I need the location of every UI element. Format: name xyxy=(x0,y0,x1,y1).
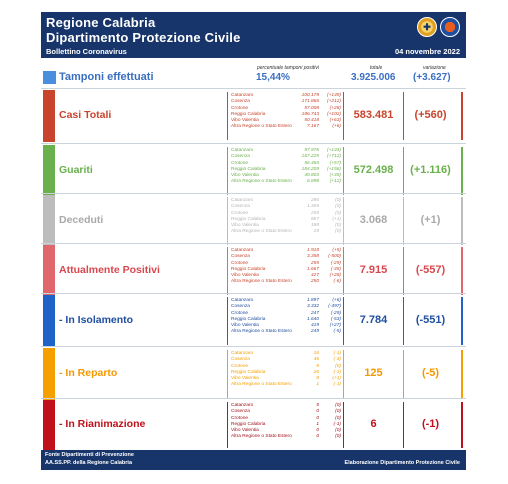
province-divider xyxy=(227,92,228,140)
province-delta: (-500) xyxy=(328,254,341,260)
province-delta: (0) xyxy=(335,415,341,421)
province-name: Reggio Calabria xyxy=(231,369,266,375)
row-total: 6 xyxy=(370,418,377,430)
column-header-variation: variazione xyxy=(423,65,446,71)
total-divider xyxy=(343,197,344,245)
province-delta: (-29) xyxy=(330,260,341,266)
province-delta: (+63) xyxy=(329,118,341,124)
province-divider xyxy=(227,297,228,345)
province-name: Catanzaro xyxy=(231,148,254,153)
province-value: 867 xyxy=(310,216,319,222)
row-separator xyxy=(41,346,466,347)
province-name: Crotone xyxy=(231,363,249,369)
total-divider xyxy=(343,92,344,140)
province-delta: (-497) xyxy=(328,304,341,310)
province-value: 427 xyxy=(310,273,319,279)
province-breakdown xyxy=(231,248,341,286)
province-value: 1 xyxy=(316,421,319,427)
row-color-bar xyxy=(43,348,55,400)
row-label: - In Isolamento xyxy=(59,314,134,326)
tamponi-variation: (+3.627) xyxy=(413,72,451,83)
province-value: 0 xyxy=(316,415,319,421)
stat-row-guariti xyxy=(41,145,466,197)
row-total: 3.068 xyxy=(359,214,388,226)
province-value: 0 xyxy=(316,428,319,434)
province-line xyxy=(231,229,341,235)
province-value: 286 xyxy=(310,198,319,203)
province-name: Altra Regione o Stato Estero xyxy=(231,279,292,285)
stat-row-in-isolamento xyxy=(41,295,466,347)
row-separator xyxy=(41,243,466,244)
province-divider xyxy=(227,350,228,398)
civil-protection-logo-icon xyxy=(440,17,460,37)
province-delta: (-1) xyxy=(333,421,341,427)
tamponi-label: Tamponi effettuati xyxy=(59,71,154,83)
province-delta: (+144) xyxy=(327,148,341,153)
province-delta: (+1) xyxy=(332,216,341,222)
province-value: 3.332 xyxy=(306,304,319,310)
row-total: 572.498 xyxy=(353,164,394,176)
province-value: 8 xyxy=(316,376,319,382)
province-name: Vibo Valentia xyxy=(231,273,259,279)
province-delta: (+57) xyxy=(329,160,341,166)
province-value: 100.179 xyxy=(301,93,319,98)
province-value: 1.305 xyxy=(306,204,319,210)
bulletin-card xyxy=(41,12,466,470)
province-delta: (0) xyxy=(335,363,341,369)
province-divider xyxy=(227,247,228,295)
province-value: 50.418 xyxy=(304,118,319,124)
province-value: 8 xyxy=(316,363,319,369)
province-delta: (-29) xyxy=(330,310,341,316)
row-right-edge xyxy=(461,247,463,295)
row-variation: (-1) xyxy=(421,418,440,430)
province-value: 26 xyxy=(313,369,319,375)
province-delta: (-3) xyxy=(333,357,341,363)
province-name: Vibo Valentia xyxy=(231,223,259,229)
row-separator xyxy=(41,143,466,144)
province-value: 56.465 xyxy=(304,160,319,166)
province-delta: (0) xyxy=(335,434,341,440)
province-divider xyxy=(227,197,228,245)
province-name: Altra Regione o Stato Estero xyxy=(231,179,292,185)
row-variation: (-5) xyxy=(421,367,440,379)
column-header-pct: percentuale tamponi positivi xyxy=(257,65,319,71)
stat-row-in-rianimazione xyxy=(41,400,466,450)
province-delta: (+102) xyxy=(327,111,341,117)
province-name: Vibo Valentia xyxy=(231,323,259,329)
row-total: 125 xyxy=(364,367,383,379)
province-line xyxy=(231,434,341,440)
province-value: 19 xyxy=(313,229,319,235)
province-value: 7.167 xyxy=(306,124,319,130)
province-name: Cosenza xyxy=(231,204,250,210)
province-value: 1.640 xyxy=(306,316,319,322)
province-delta: (+28) xyxy=(329,273,341,279)
province-value: 1.897 xyxy=(306,298,319,303)
province-name: Reggio Calabria xyxy=(231,266,266,272)
header-title-region: Regione Calabria xyxy=(46,15,156,30)
province-name: Altra Regione o Stato Estero xyxy=(231,434,292,440)
stat-row-attualmente-positivi xyxy=(41,245,466,297)
province-delta: (-1) xyxy=(333,369,341,375)
total-divider xyxy=(343,350,344,398)
row-variation: (+1.116) xyxy=(410,164,451,176)
row-label: - In Reparto xyxy=(59,367,118,379)
province-value: 249 xyxy=(310,329,319,335)
province-value: 255 xyxy=(310,210,319,216)
province-value: 247 xyxy=(310,310,319,316)
province-value: 250 xyxy=(310,279,319,285)
province-value: 0 xyxy=(316,409,319,415)
province-delta: (+156) xyxy=(327,166,341,172)
province-name: Reggio Calabria xyxy=(231,111,266,117)
row-separator xyxy=(41,88,466,89)
tamponi-total: 3.925.006 xyxy=(351,72,396,83)
total-divider xyxy=(343,247,344,295)
province-value: 5 xyxy=(316,403,319,408)
row-label: - In Rianimazione xyxy=(59,418,146,430)
province-name: Crotone xyxy=(231,260,249,266)
province-name: Cosenza xyxy=(231,357,250,363)
province-name: Crotone xyxy=(231,210,249,216)
province-name: Altra Regione o Stato Estero xyxy=(231,329,292,335)
province-name: Vibo Valentia xyxy=(231,428,259,434)
province-delta: (-5) xyxy=(333,329,341,335)
province-delta: (0) xyxy=(335,210,341,216)
province-breakdown xyxy=(231,298,341,336)
province-name: Altra Regione o Stato Estero xyxy=(231,124,292,130)
row-variation: (+560) xyxy=(414,109,447,121)
province-name: Altra Regione o Stato Estero xyxy=(231,229,292,235)
province-value: 16 xyxy=(313,351,319,356)
province-delta: (0) xyxy=(335,229,341,235)
province-name: Cosenza xyxy=(231,409,250,415)
province-delta: (+712) xyxy=(327,154,341,160)
province-name: Reggio Calabria xyxy=(231,166,266,172)
header-title-department: Dipartimento Protezione Civile xyxy=(46,30,241,45)
province-delta: (0) xyxy=(335,409,341,415)
province-value: 49.803 xyxy=(304,173,319,179)
stat-row-in-reparto xyxy=(41,348,466,400)
province-line xyxy=(231,179,341,185)
province-name: Vibo Valentia xyxy=(231,118,259,124)
row-separator xyxy=(41,398,466,399)
column-header-total: totale xyxy=(370,65,383,71)
row-variation: (-557) xyxy=(415,264,446,276)
row-variation: (+1) xyxy=(420,214,441,226)
province-delta: (+5) xyxy=(332,248,341,253)
province-delta: (+27) xyxy=(329,323,341,329)
province-delta: (+149) xyxy=(327,93,341,98)
footer-source-line1: Fonte Dipartimenti di Prevenzione xyxy=(45,452,134,458)
header-logos xyxy=(417,17,460,37)
row-color-bar xyxy=(43,295,55,347)
tamponi-positive-pct: 15,44% xyxy=(256,72,290,83)
province-breakdown xyxy=(231,403,341,441)
province-value: 171.866 xyxy=(301,99,319,105)
total-divider xyxy=(343,297,344,345)
province-value: 57.008 xyxy=(304,105,319,111)
province-value: 3.358 xyxy=(306,254,319,260)
region-crest-icon: ✚ xyxy=(417,17,437,37)
province-name: Vibo Valentia xyxy=(231,173,259,179)
province-delta: (+12) xyxy=(329,179,341,185)
province-name: Altra Regione o Stato Estero xyxy=(231,382,292,388)
tamponi-marker xyxy=(43,71,56,84)
province-name: Cosenza xyxy=(231,154,250,160)
province-delta: (0) xyxy=(335,198,341,203)
province-value: 1 xyxy=(316,382,319,388)
row-color-bar xyxy=(43,145,55,197)
province-delta: (+6) xyxy=(332,298,341,303)
province-delta: (-53) xyxy=(330,316,341,322)
province-divider xyxy=(227,402,228,448)
row-color-bar xyxy=(43,90,55,142)
row-color-bar xyxy=(43,245,55,297)
province-value: 97.976 xyxy=(304,148,319,153)
footer-source-line2: AA.SS.PP. della Regione Calabria xyxy=(45,460,133,466)
row-right-edge xyxy=(461,297,463,345)
province-delta: (-1) xyxy=(333,382,341,388)
row-label: Attualmente Positivi xyxy=(59,264,160,276)
province-name: Crotone xyxy=(231,160,249,166)
province-name: Reggio Calabria xyxy=(231,316,266,322)
row-right-edge xyxy=(461,197,463,245)
row-variation: (-551) xyxy=(415,314,446,326)
province-name: Catanzaro xyxy=(231,298,254,303)
bulletin-label: Bollettino Coronavirus xyxy=(46,47,127,56)
row-separator xyxy=(41,193,466,194)
province-value: 184.209 xyxy=(301,166,319,172)
stat-row-deceduti xyxy=(41,195,466,247)
row-right-edge xyxy=(461,147,463,195)
province-delta: (+35) xyxy=(329,173,341,179)
footer-credit: Elaborazione Dipartimento Protezione Civile xyxy=(344,460,460,466)
province-name: Cosenza xyxy=(231,99,250,105)
province-value: 6.898 xyxy=(306,179,319,185)
province-value: 419 xyxy=(310,323,319,329)
province-name: Reggio Calabria xyxy=(231,216,266,222)
row-right-edge xyxy=(461,402,463,448)
row-color-bar xyxy=(43,400,55,450)
header-banner xyxy=(41,12,466,58)
row-total: 7.784 xyxy=(359,314,388,326)
province-delta: (0) xyxy=(335,204,341,210)
footer-banner xyxy=(41,450,466,470)
row-right-edge xyxy=(461,350,463,398)
stat-row-casi-totali xyxy=(41,90,466,142)
province-name: Cosenza xyxy=(231,304,250,310)
province-divider xyxy=(227,147,228,195)
province-value: 0 xyxy=(316,434,319,440)
province-name: Crotone xyxy=(231,310,249,316)
total-divider xyxy=(343,402,344,448)
province-breakdown xyxy=(231,351,341,389)
province-value: 255 xyxy=(310,260,319,266)
province-name: Catanzaro xyxy=(231,93,254,98)
province-name: Cosenza xyxy=(231,254,250,260)
province-name: Reggio Calabria xyxy=(231,421,266,427)
province-name: Catanzaro xyxy=(231,403,254,408)
province-delta: (+212) xyxy=(327,99,341,105)
province-name: Vibo Valentia xyxy=(231,376,259,382)
bulletin-date: 04 novembre 2022 xyxy=(394,47,460,56)
province-value: 1.918 xyxy=(306,248,319,253)
province-value: 167.229 xyxy=(301,154,319,160)
province-name: Crotone xyxy=(231,415,249,421)
province-delta: (0) xyxy=(335,428,341,434)
row-separator xyxy=(41,293,466,294)
province-name: Catanzaro xyxy=(231,248,254,253)
province-line xyxy=(231,382,341,388)
row-label: Deceduti xyxy=(59,214,104,226)
header-subbar xyxy=(41,46,466,58)
province-delta: (0) xyxy=(335,223,341,229)
province-value: 46 xyxy=(313,357,319,363)
province-delta: (+28) xyxy=(329,105,341,111)
row-label: Guariti xyxy=(59,164,93,176)
province-name: Catanzaro xyxy=(231,198,254,203)
province-delta: (0) xyxy=(335,403,341,408)
province-line xyxy=(231,329,341,335)
province-value: 1.667 xyxy=(306,266,319,272)
province-delta: (-6) xyxy=(333,279,341,285)
row-total: 583.481 xyxy=(353,109,394,121)
province-name: Crotone xyxy=(231,105,249,111)
province-delta: (+1) xyxy=(332,376,341,382)
province-name: Catanzaro xyxy=(231,351,254,356)
total-divider xyxy=(343,147,344,195)
province-breakdown xyxy=(231,93,341,131)
province-line xyxy=(231,124,341,130)
row-color-bar xyxy=(43,195,55,247)
province-breakdown xyxy=(231,148,341,186)
province-delta: (+6) xyxy=(332,124,341,130)
province-breakdown xyxy=(231,198,341,236)
province-delta: (-35) xyxy=(330,266,341,272)
province-value: 186.743 xyxy=(301,111,319,117)
province-value: 188 xyxy=(310,223,319,229)
province-line xyxy=(231,279,341,285)
row-total: 7.915 xyxy=(359,264,388,276)
row-label: Casi Totali xyxy=(59,109,112,121)
row-right-edge xyxy=(461,92,463,140)
province-delta: (-1) xyxy=(333,351,341,356)
